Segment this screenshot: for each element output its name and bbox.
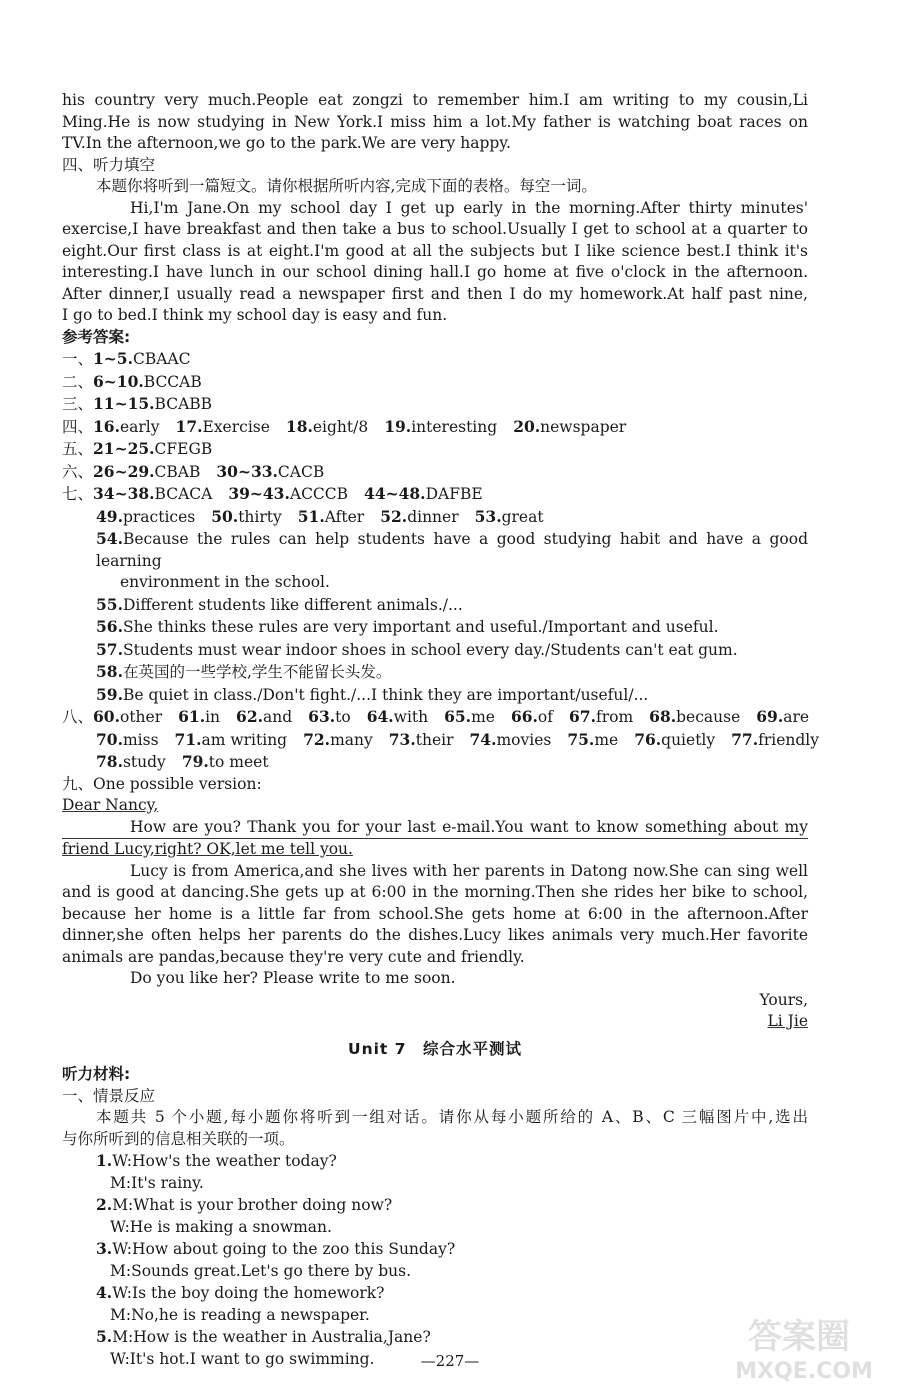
letter-line: because her home is a little far from school.She gets home at 6:00 in the afternoon.After [62,904,808,923]
letter-underlined-text: friend Lucy,right? OK,let me tell you. [62,840,353,858]
page-content [62,90,820,1370]
answer-section-number: 八、 [62,708,94,726]
answer-item: 73.their [388,729,454,749]
dialogue-question: 1.W:How's the weather today? [96,1151,337,1170]
passage-line: After dinner,I usually read a newspaper first and then I do my homework.At half past nine, [62,284,808,303]
answer-number: 78. [96,752,123,771]
answer-number: 66. [510,707,538,726]
dialogue-number: 4. [96,1283,113,1302]
answer-section-number: 七、 [62,485,94,503]
passage-line: eight.Our first class is at eight.I'm good at all the subjects but I like science best.I think it's [62,241,808,260]
answer-item: 19.interesting [384,416,498,436]
answer-number: 39~43. [228,484,290,503]
section1-heading: 一、情景反应 [62,1086,156,1105]
answer-item: 65.me [444,707,495,726]
answer-item: 39~43.ACCCB [228,484,349,503]
dialogue-answer: M:Sounds great.Let's go there by bus. [110,1261,412,1280]
listening-heading: 听力材料: [62,1065,131,1083]
answer-item: 16.early [93,416,160,436]
answer-number: 68. [649,707,677,726]
answer-number: 54. [96,529,123,548]
answer-item: 63.to [308,707,351,726]
letter-line [62,817,808,840]
answer-key-part2 [62,528,808,706]
letter-closing: Yours, [759,990,808,1009]
letter-signature-text: Li Jie [767,1012,808,1030]
answer-item: 21~25.CFEGB [93,439,213,458]
section9-heading: 九、One possible version: [62,774,262,793]
letter-greeting [62,795,808,817]
answer-item: 44~48.DAFBE [364,484,483,503]
answer-number: 17. [175,416,203,436]
answer-item: 76.quietly [634,729,716,749]
answer-item: 64.with [366,707,429,726]
answer-row [62,706,808,729]
answer-item: 51.After [297,506,365,526]
answer-line: 57.Students must wear indoor shoes in school every day./Students can't eat gum. [96,639,738,659]
svg-text:答案圈: 答案圈 [748,1317,850,1357]
answer-item: 61.in [178,707,221,726]
answer-number: 30~33. [216,461,278,481]
letter-line: Do you like her? Please write to me soon. [130,969,456,987]
answer-item: 60.other [93,707,163,726]
answer-number: 44~48. [364,484,426,503]
dialogue-number: 5. [96,1327,113,1346]
dialogue-answer: W:He is making a snowman. [110,1217,332,1236]
answer-item: 74.movies [469,729,552,749]
answer-number: 71. [174,729,202,749]
dialogue-list [62,1150,808,1370]
answer-item: 71.am writing [174,729,288,749]
answer-number: 76. [634,729,662,749]
answer-number: 21~25. [93,439,155,458]
answer-number: 65. [444,707,472,726]
answer-item: 17.Exercise [175,416,270,436]
answer-number: 58. [96,662,123,681]
unit-title: Unit 7 综合水平测试 [347,1039,523,1058]
answer-item: 79.to meet [181,752,269,771]
section4-heading: 四、听力填空 [62,155,156,174]
text-line: Ming.He is now studying in New York.I miss him a lot.My father is watching boat races on [62,112,808,131]
answer-number: 77. [731,729,759,749]
dialogue-question: 5.M:How is the weather in Australia,Jane? [96,1327,431,1346]
answer-row [62,506,808,529]
answer-number: 16. [93,416,120,436]
letter-line: animals are pandas,because they're very cute and friendly. [62,947,525,966]
answer-item: 52.dinner [380,506,459,526]
answer-number: 53. [474,506,502,526]
answer-key-part1 [62,348,808,528]
dialogue-question: 2.M:What is your brother doing now? [96,1195,393,1214]
answer-row [62,461,808,484]
answer-number: 49. [96,506,123,526]
answer-item: 67.from [569,707,634,726]
letter-signature [62,1011,808,1033]
dialogue-answer: M:No,he is reading a newspaper. [110,1305,370,1324]
answer-number: 26~29. [93,461,155,481]
answer-number: 79. [181,752,209,771]
answer-number: 70. [96,729,123,749]
answer-section-number: 一、 [62,350,94,368]
section4-instruction: 本题你将听到一篇短文。请你根据所听内容,完成下面的表格。每空一词。 [96,177,597,195]
page-number: —227— [420,1352,480,1370]
answer-item: 11~15.BCABB [93,394,213,413]
dialogue-question: 3.W:How about going to the zoo this Sunday? [96,1239,456,1258]
answer-row [62,483,808,506]
answer-number: 63. [308,707,336,726]
answer-item: 53.great [474,506,544,526]
answer-item: 26~29.CBAB [93,461,201,481]
answer-number: 60. [93,707,120,726]
answer-number: 19. [384,416,412,436]
answer-number: 20. [513,416,541,436]
answer-key-part3 [62,706,820,774]
answer-item: 6~10.BCCAB [93,371,202,391]
answer-number: 61. [178,707,206,726]
answer-row [62,438,808,461]
svg-text:MXQE.COM: MXQE.COM [735,1359,873,1384]
answer-row [62,393,808,416]
watermark-logo [704,1306,894,1386]
answer-number: 11~15. [93,394,155,413]
answer-number: 73. [388,729,416,749]
answer-number: 62. [236,707,264,726]
answer-section-number: 三、 [62,395,94,413]
dialogue-number: 3. [96,1239,113,1258]
answer-item: 75.me [567,729,619,749]
answer-number: 69. [756,707,784,726]
instruction-line: 与你所听到的信息相关联的一项。 [62,1129,295,1148]
answer-section-number: 二、 [62,372,94,391]
answer-number: 34~38. [93,484,155,503]
dialogue-question: 4.W:Is the boy doing the homework? [96,1283,385,1302]
dialogue-number: 2. [96,1195,113,1214]
listening-passage [62,198,808,327]
answer-number: 6~10. [93,371,144,391]
answer-row [62,371,808,394]
answer-row [62,751,808,774]
answer-item: 78.study [96,752,166,771]
answer-line: 58.在英国的一些学校,学生不能留长头发。 [96,662,392,681]
answer-number: 1~5. [93,349,133,368]
instruction-line: 本题共 5 个小题,每小题你将听到一组对话。请你从每小题所给的 A、B、C 三幅图片中,选出 [96,1108,808,1126]
intro-paragraph [62,90,808,155]
answer-number: 75. [567,729,595,749]
answer-number: 64. [366,707,394,726]
answer-line: 59.Be quiet in class./Don't fight./...I think they are important/useful/... [96,684,649,704]
answer-row [62,729,820,752]
letter-line [62,839,808,861]
answer-number: 59. [96,684,123,704]
section1-instruction [62,1107,808,1150]
answer-number: 52. [380,506,408,526]
answer-item: 50.thirty [211,506,282,526]
answer-section-number: 六、 [62,462,94,481]
answer-item: 20.newspaper [513,416,627,436]
text-line: TV.In the afternoon,we go to the park.We are very happy. [62,134,511,152]
answer-item: 69.are [756,707,810,726]
answer-item: 68.because [649,707,741,726]
letter-underlined-text: How are you? Thank you for your last e-mail.You want to know something about my [130,817,808,836]
dialogue-answer: M:It's rainy. [110,1173,204,1192]
answer-item: 66.of [510,707,553,726]
answer-section-number: 五、 [62,440,94,458]
answer-line: 54.Because the rules can help students have a good studying habit and have a good learning [96,529,808,570]
letter-line: and is good at dancing.She gets up at 6:00 in the morning.Then she rides her bike to school, [62,883,808,901]
answer-number: 55. [96,594,123,614]
answer-number: 56. [96,617,123,636]
answer-number: 67. [569,707,596,726]
letter-line: dinner,she often helps her parents do the dishes.Lucy likes animals very much.Her favorite [62,926,808,944]
answer-line: 55.Different students like different animals./... [96,594,463,614]
text-line: his country very much.People eat zongzi to remember him.I am writing to my cousin,Li [62,91,808,109]
answer-row [62,348,808,371]
dialogue-answer: W:It's hot.I want to go swimming. [110,1349,375,1368]
answer-number: 72. [303,729,331,749]
answer-item: 34~38.BCACA [93,484,213,503]
answer-number: 57. [96,639,123,659]
passage-line: exercise,I have breakfast and then take a bus to school.Usually I get to school at a quarter to [62,220,808,238]
dialogue-number: 1. [96,1151,113,1170]
passage-line: I go to bed.I think my school day is easy and fun. [62,306,448,324]
answer-line: 56.She thinks these rules are very important and useful./Important and useful. [96,617,719,636]
answer-row [62,416,808,439]
passage-line: interesting.I have lunch in our school dining hall.I go home at five o'clock in the afternoon. [62,263,808,281]
answer-item: 18.eight/8 [285,416,369,436]
answer-number: 74. [469,729,497,749]
answer-section-number: 四、 [62,417,94,436]
letter-line: Lucy is from America,and she lives with her parents in Datong now.She can sing well [130,861,808,880]
answer-number: 50. [211,506,239,526]
answer-item: 49.practices [96,506,196,526]
letter-greeting-text: Dear Nancy, [62,796,159,814]
passage-line: Hi,I'm Jane.On my school day I get up early in the morning.After thirty minutes' [130,198,808,217]
answer-item: 70.miss [96,729,159,749]
answer-item: 62.and [236,707,293,726]
answer-item: 72.many [303,729,373,749]
answer-item: 1~5.CBAAC [93,349,191,368]
answers-heading: 参考答案: [62,327,131,346]
answer-item: 30~33.CACB [216,461,325,481]
answer-line: environment in the school. [120,573,330,591]
model-letter [62,795,808,1033]
answer-number: 18. [285,416,313,436]
answer-item: 77.friendly [731,729,820,749]
answer-number: 51. [297,506,325,526]
